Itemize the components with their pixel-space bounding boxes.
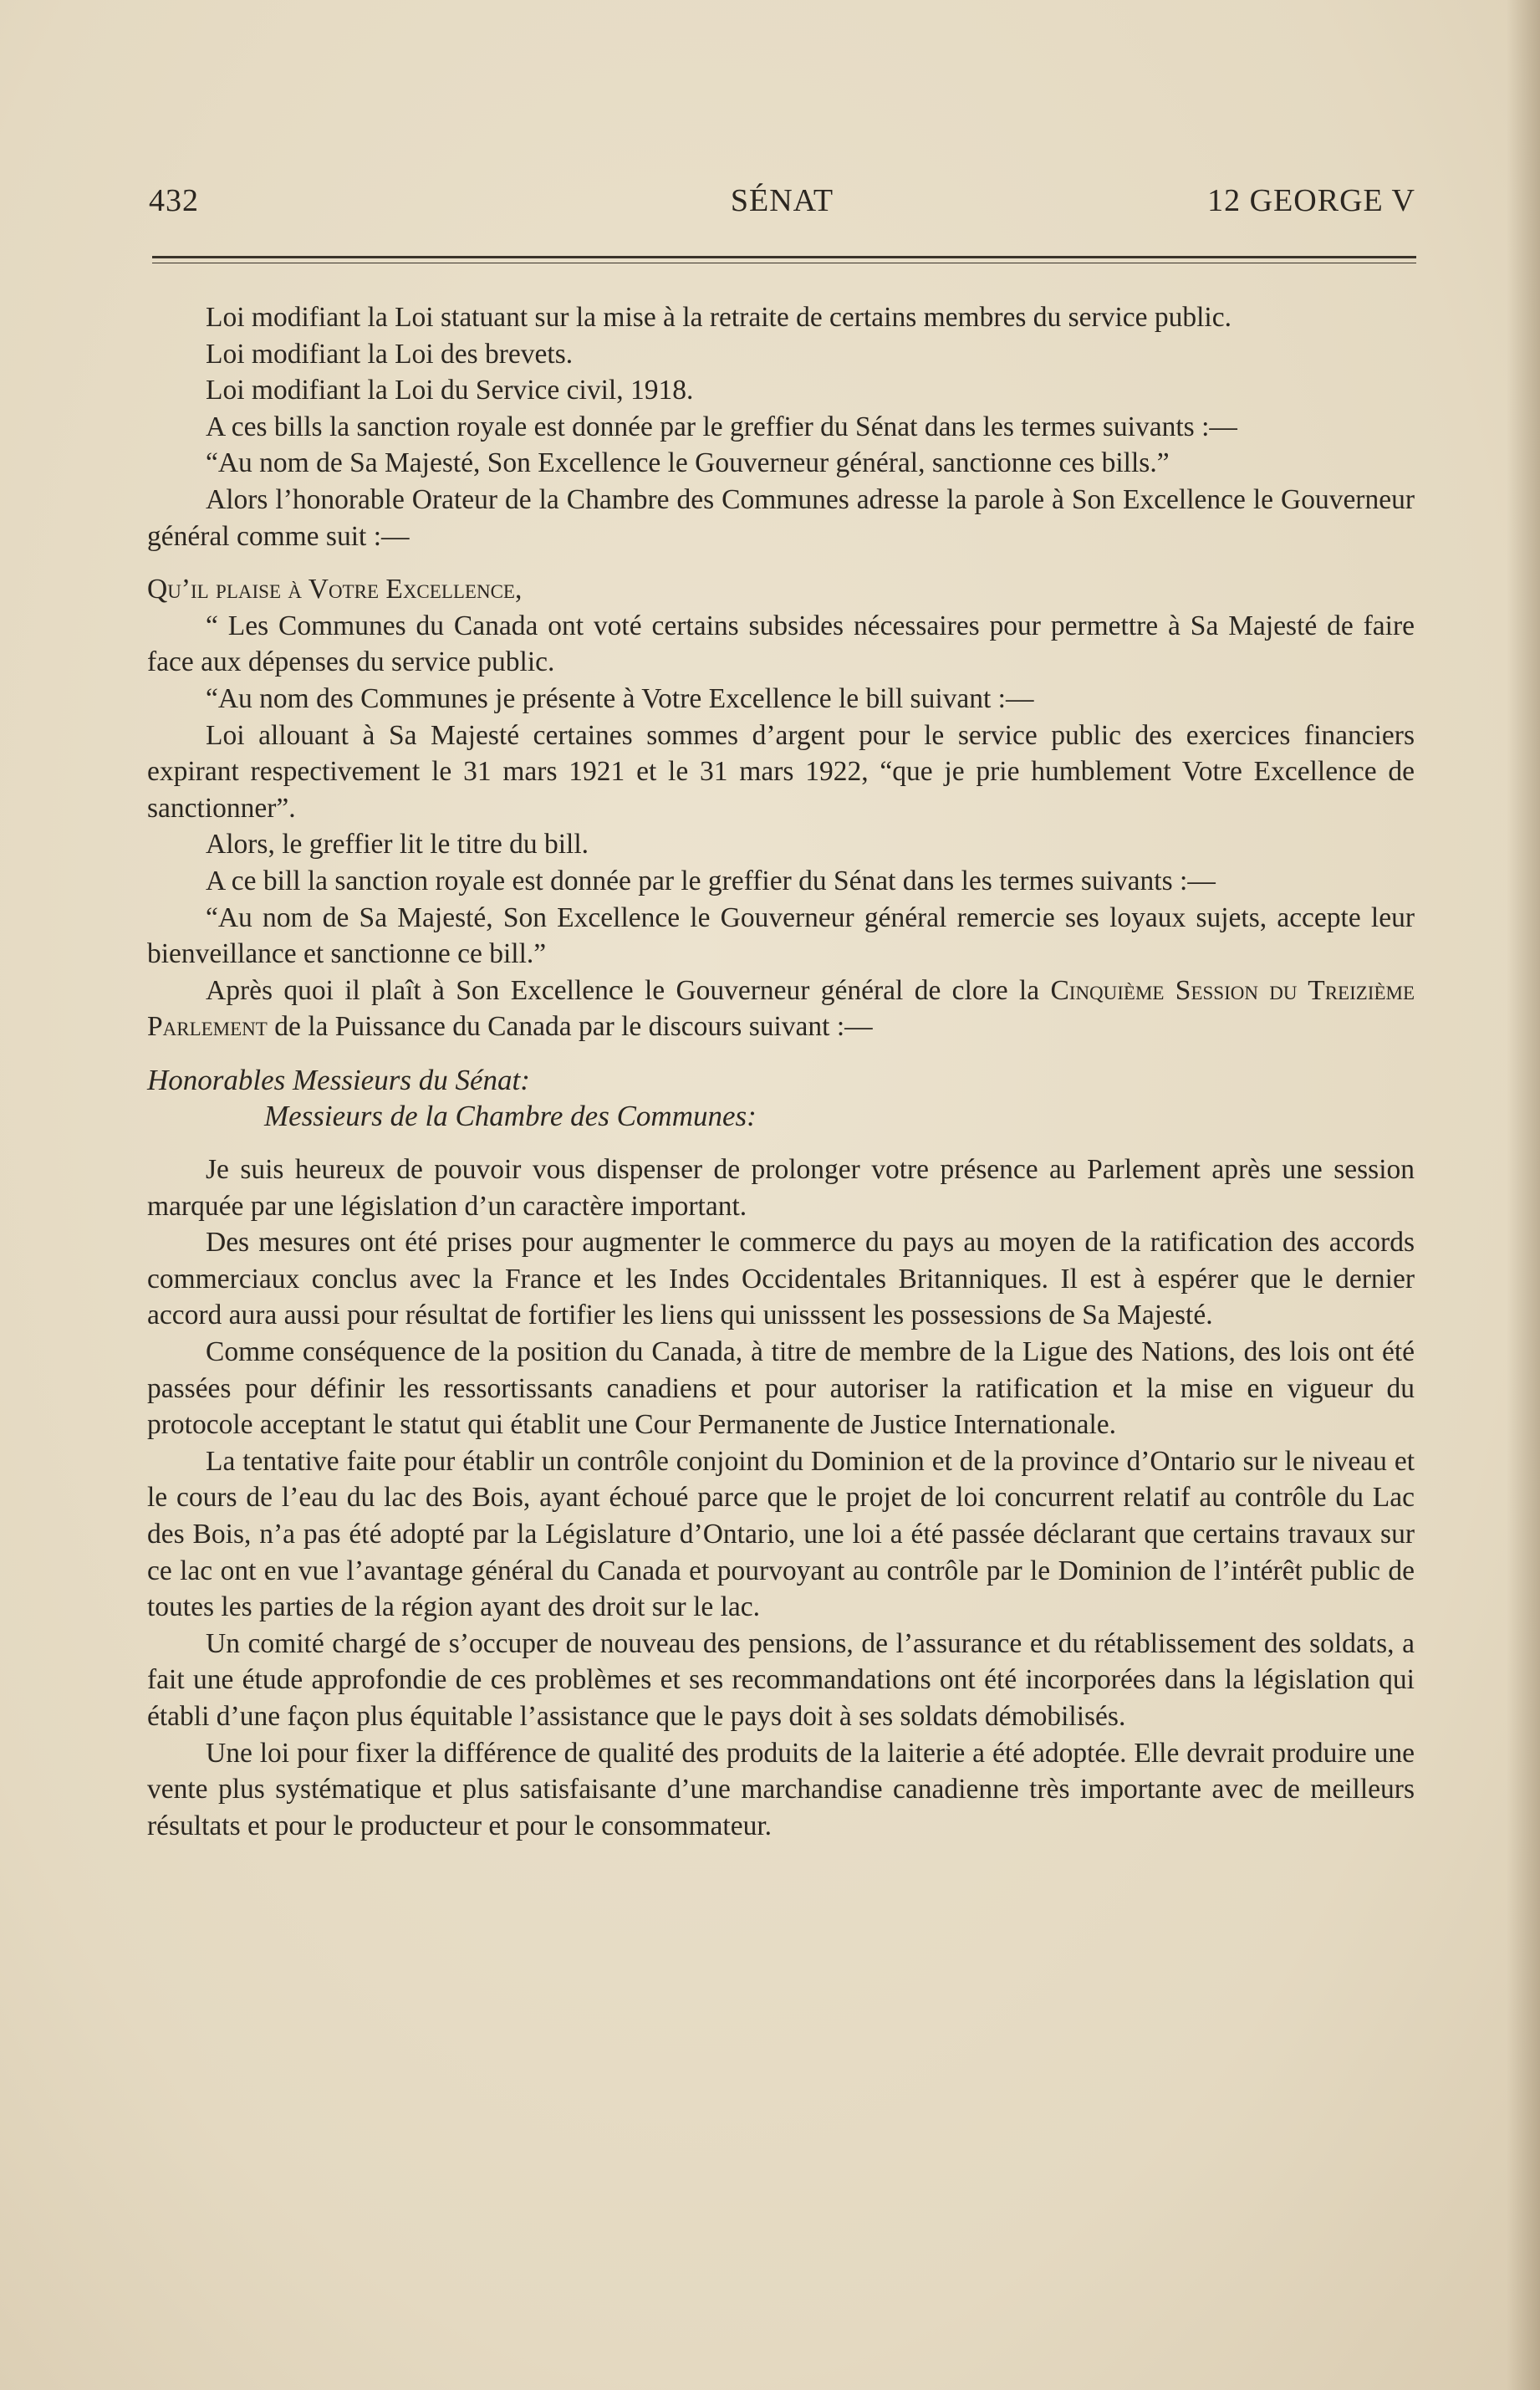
paragraph: La tentative faite pour établir un contrôle conjoint du Dominion et de la province d’Ontario sur le niveau et le cours de l’eau du lac des Bois, ayant échoué parce que le projet de loi concurrent relatif au contrôle du Lac des Bois, n’a pas été adopté par la Législature d’Ontario, une loi a été passée déclarant que certains travaux sur ce lac ont en vue l’avantage général du Canada et pourvoyant au contrôle par le Dominion de l’intérêt public de toutes les parties de la région ayant des droit sur le lac.	[147, 1445, 1415, 1623]
page-number: 432	[149, 183, 199, 218]
paragraph: Des mesures ont été prises pour augmenter le commerce du pays au moyen de la ratification des accords commerciaux conclus avec la France et les Indes Occidentales Britanniques. Il est à espérer que le dernier accord aura aussi pour résultat de fortifier les liens qui unisssent les possessions de Sa Majesté.	[147, 1227, 1415, 1331]
closing-text-before: Après quoi il plaît à Son Excellence le Gouverneur général de clore la	[206, 974, 1051, 1006]
paragraph: “Au nom de Sa Majesté, Son Excellence le Gouverneur général, sanctionne ces bills.”	[206, 447, 1170, 479]
paragraph: Loi modifiant la Loi des brevets.	[206, 338, 574, 370]
paragraph: “ Les Communes du Canada ont voté certains subsides nécessaires pour permettre à Sa Majesté de faire face aux dépenses du service public.	[147, 610, 1415, 678]
paragraph: Loi modifiant la Loi du Service civil, 1918.	[206, 375, 694, 406]
paragraph: Une loi pour fixer la différence de qualité des produits de la laiterie a été adoptée. Elle devrait produire une vente plus systématique et plus satisfaisante d’une marchandise canadienne très importante avec de meilleurs résultats et pour le producteur et pour le consommateur.	[147, 1737, 1415, 1841]
address-senate: Honorables Messieurs du Sénat:	[147, 1063, 530, 1096]
paragraph: A ces bills la sanction royale est donnée par le greffier du Sénat dans les termes suivants :—	[206, 411, 1237, 442]
header-rule-thick	[152, 256, 1416, 258]
paragraph: Alors, le greffier lit le titre du bill.	[206, 829, 589, 861]
closing-text-after: de la Puissance du Canada par le discours suivant :—	[267, 1011, 873, 1043]
address-commons: Messieurs de la Chambre des Communes:	[264, 1100, 757, 1133]
paragraph: “Au nom de Sa Majesté, Son Excellence le Gouverneur général remercie ses loyaux sujets, accepte leur bienveillance et sanctionne ce bill.”	[147, 901, 1415, 970]
document-body	[147, 299, 1415, 1844]
header-title: SÉNAT	[730, 183, 834, 218]
paragraph: A ce bill la sanction royale est donnée par le greffier du Sénat dans les termes suivants :—	[206, 865, 1216, 896]
paragraph: Je suis heureux de pouvoir vous dispenser de prolonger votre présence au Parlement après une session marquée par une législation d’un caractère important.	[147, 1154, 1415, 1222]
paragraph: Alors l’honorable Orateur de la Chambre des Communes adresse la parole à Son Excellence le Gouverneur général comme suit :—	[147, 483, 1415, 552]
page-edge-shadow	[1507, 0, 1540, 2390]
session-title: Cinquième Session du Treizième Parlement	[147, 974, 1415, 1043]
paragraph: “Au nom des Communes je présente à Votre Excellence le bill suivant :—	[206, 682, 1034, 714]
header-regnal-year: 12 GEORGE V	[1207, 183, 1415, 218]
closing-paragraph	[147, 973, 1415, 1045]
paragraph: Comme conséquence de la position du Canada, à titre de membre de la Ligue des Nations, des lois ont été passées pour définir les ressortissants canadiens et pour autoriser la ratification et la mise en vigueur du protocole acceptant le statut qui établit une Cour Permanente de Justice Internationale.	[147, 1336, 1415, 1441]
running-header	[149, 182, 1415, 232]
paragraph: Loi allouant à Sa Majesté certaines sommes d’argent pour le service public des exercices financiers expirant respectivement le 31 mars 1921 et le 31 mars 1922, “que je prie humblement Votre Excellence de sanctionner”.	[147, 719, 1415, 824]
salutation: Qu’il plaise à Votre Excellence,	[147, 574, 523, 605]
paragraph: Loi modifiant la Loi statuant sur la mise à la retraite de certains membres du service public.	[206, 302, 1231, 333]
paragraph: Un comité chargé de s’occuper de nouveau des pensions, de l’assurance et du rétablissement des soldats, a fait une étude approfondie de ces problèmes et ses recommandations ont été incorporées dans la législation qui établi d’une façon plus équitable l’assistance que le pays doit à ses soldats démobilisés.	[147, 1627, 1415, 1732]
